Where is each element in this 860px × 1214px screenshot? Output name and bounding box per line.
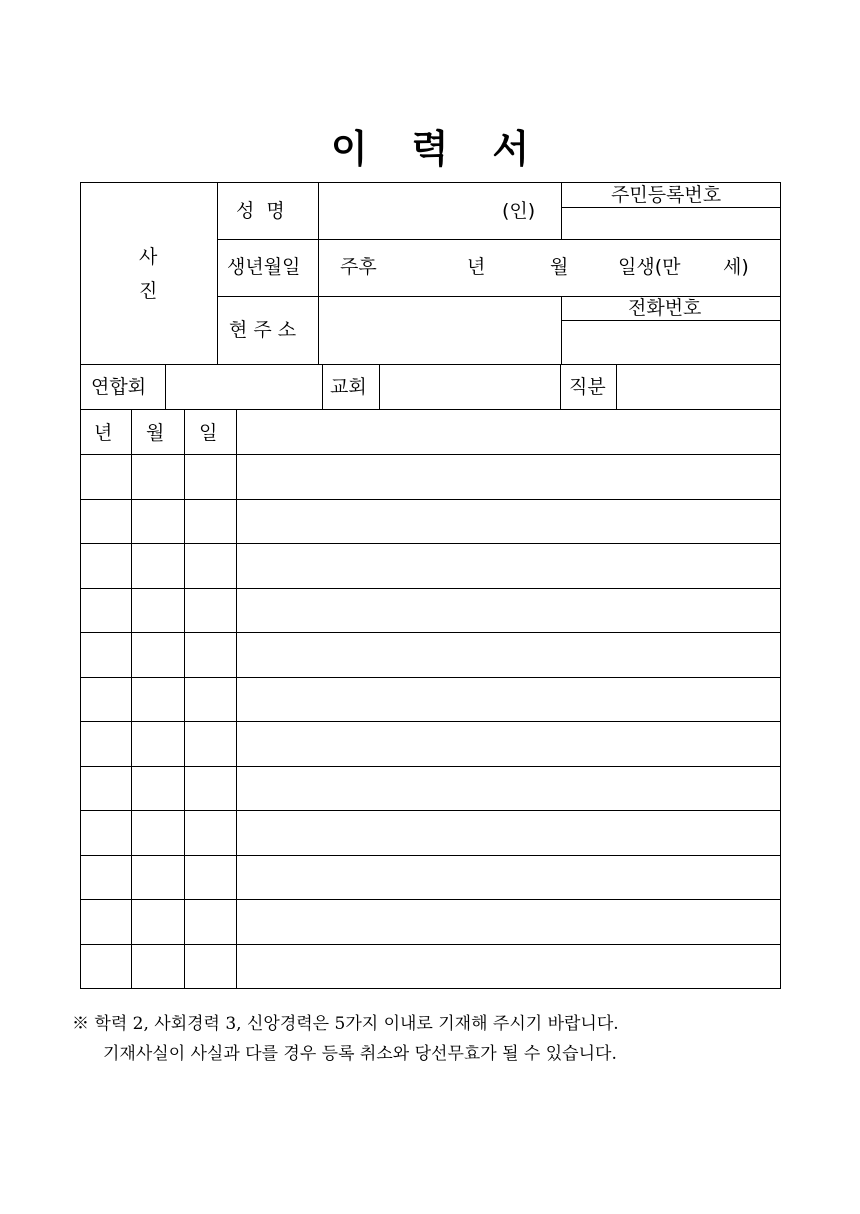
history-col-divider xyxy=(131,409,132,989)
age-end-unit: 세) xyxy=(723,256,749,278)
row-divider xyxy=(80,409,781,410)
col-divider xyxy=(165,364,166,410)
history-row-line xyxy=(80,454,781,455)
row-divider xyxy=(217,239,781,240)
instruction-note-2: 기재사실이 사실과 다를 경우 등록 취소와 당선무효가 될 수 있습니다. xyxy=(103,1044,617,1064)
photo-label-1: 사 xyxy=(139,246,158,268)
birthdate-label: 생년월일 xyxy=(227,256,301,278)
title-char: 서 xyxy=(492,126,530,171)
photo-label-2: 진 xyxy=(139,280,158,302)
history-row-line xyxy=(80,855,781,856)
cell-divider xyxy=(561,207,781,208)
history-month-header: 월 xyxy=(146,422,165,444)
history-row-line xyxy=(80,543,781,544)
history-row-line xyxy=(80,677,781,678)
history-row-line xyxy=(80,721,781,722)
title-char: 이 xyxy=(330,126,368,171)
col-divider xyxy=(217,182,218,365)
history-row-line xyxy=(80,810,781,811)
birth-era-prefix: 주후 xyxy=(340,256,377,278)
form-border-bottom xyxy=(80,988,781,989)
col-divider xyxy=(379,364,380,410)
row-divider xyxy=(80,364,781,365)
position-label: 직분 xyxy=(569,376,606,398)
history-row-line xyxy=(80,588,781,589)
seal-mark: (인) xyxy=(502,200,536,222)
col-divider xyxy=(322,364,323,410)
birth-year-unit: 년 xyxy=(467,256,486,278)
history-col-divider xyxy=(184,409,185,989)
phone-label: 전화번호 xyxy=(628,297,702,319)
history-row-line xyxy=(80,944,781,945)
church-label: 교회 xyxy=(330,376,367,398)
resident-number-label: 주민등록번호 xyxy=(611,184,722,206)
form-border-top xyxy=(80,182,781,183)
cell-divider xyxy=(561,320,781,321)
history-col-divider xyxy=(236,409,237,989)
history-year-header: 년 xyxy=(94,422,113,444)
history-row-line xyxy=(80,632,781,633)
history-row-line xyxy=(80,766,781,767)
history-row-line xyxy=(80,899,781,900)
address-label: 현 주 소 xyxy=(229,319,297,341)
col-divider xyxy=(561,182,562,240)
title-char: 력 xyxy=(411,126,449,171)
col-divider xyxy=(318,182,319,365)
document-title xyxy=(0,118,860,173)
federation-label: 연합회 xyxy=(91,376,147,398)
instruction-note-1: ※ 학력 2, 사회경력 3, 신앙경력은 5가지 이내로 기재해 주시기 바랍니다. xyxy=(72,1014,619,1034)
col-divider xyxy=(561,296,562,365)
col-divider xyxy=(560,364,561,410)
birth-day-age-unit: 일생(만 xyxy=(618,256,681,278)
history-row-line xyxy=(80,499,781,500)
name-label: 성 명 xyxy=(236,200,285,222)
form-border-left xyxy=(80,182,81,989)
history-day-header: 일 xyxy=(199,422,218,444)
birth-month-unit: 월 xyxy=(550,256,569,278)
col-divider xyxy=(616,364,617,410)
form-border-right xyxy=(780,182,781,989)
